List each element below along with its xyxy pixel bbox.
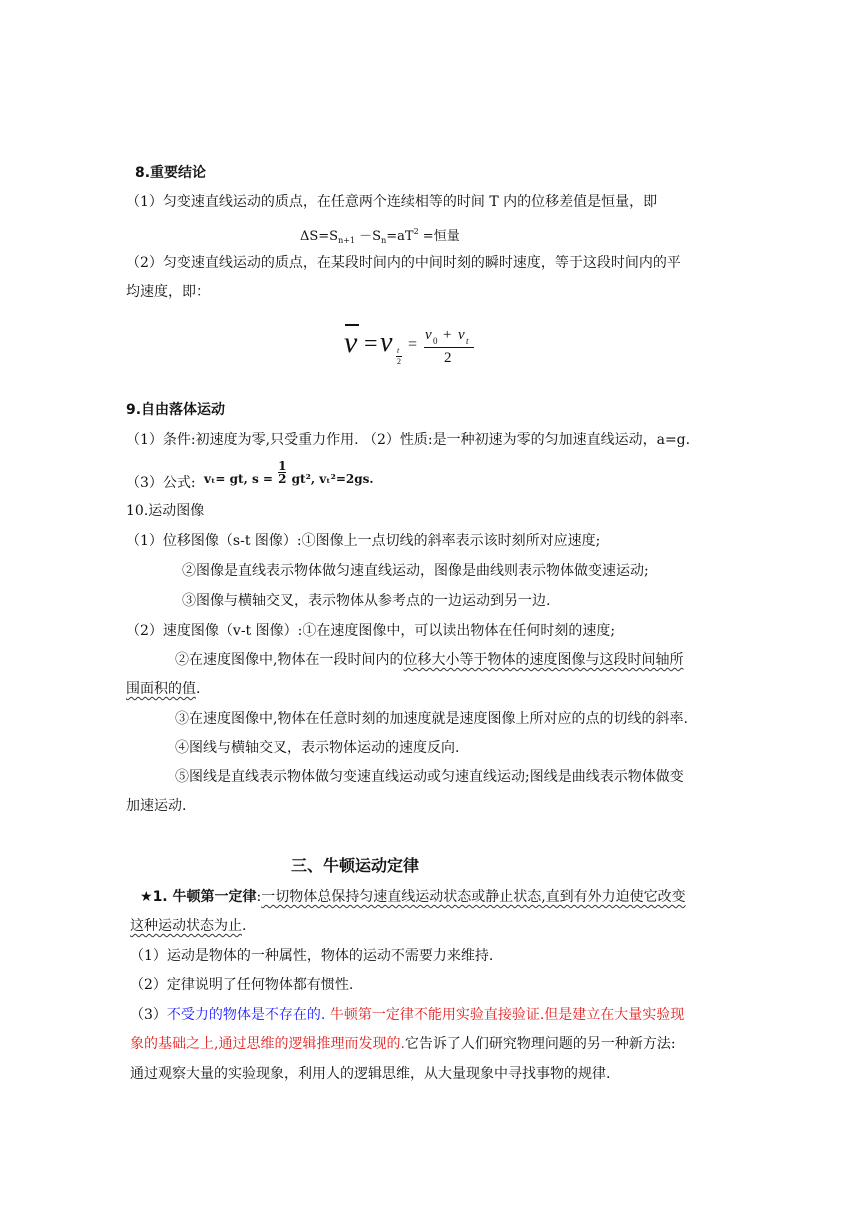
newton-first-law-line-2: 这种运动状态为止. [130,918,247,934]
s10-line-8: ④图线与横轴交叉，表示物体运动的速度反向. [175,740,460,756]
newton-point-2: （2）定律说明了任何物体都有惯性. [130,977,354,993]
average-velocity-formula: v = v t 2 = v 0 + v t 2 [340,322,490,372]
s9-formula-label: （3）公式: [126,475,196,491]
s10-line-4: （2）速度图像（v-t 图像）:①在速度图像中，可以读出物体在任何时刻的速度; [126,623,616,639]
displacement-area-phrase: 位移大小等于物体的速度图像与这段时间轴所 [403,652,684,668]
s10-line-10: 加速运动. [126,798,187,814]
s10-line-9: ⑤图线是直线表示物体做匀变速直线运动或匀速直线运动;图线是曲线表示物体做变 [175,769,684,785]
s10-line-7: ③在速度图像中,物体在任意时刻的加速度就是速度图像上所对应的点的切线的斜率. [175,711,688,727]
newton-point-3-line-3: 通过观察大量的实验现象，利用人的逻辑思维，从大量现象中寻找事物的规律. [130,1066,611,1082]
s8-paragraph-2a: （2）匀变速直线运动的质点，在某段时间内的中间时刻的瞬时速度，等于这段时间内的平 [126,255,681,271]
newton-point-1: （1）运动是物体的一种属性，物体的运动不需要力来维持. [130,948,494,964]
newton-point-3-line-2: 象的基础之上,通过思维的逻辑推理而发现的.它告诉了人们研究物理问题的另一种新方法: [130,1036,676,1052]
s8-paragraph-1: （1）匀变速直线运动的质点，在任意两个连续相等的时间 T 内的位移差值是恒量，即 [126,194,658,210]
star-icon: ★ [140,889,153,905]
newton-first-law-line-1: ★1. 牛顿第一定律:一切物体总保持匀速直线运动状态或静止状态,直到有外力迫使它改变 [140,889,686,905]
s10-line-2: ②图像是直线表示物体做匀速直线运动，图像是曲线则表示物体做变速运动; [182,563,649,579]
s10-line-3: ③图像与横轴交叉，表示物体从参考点的一边运动到另一边. [182,593,551,609]
section-newton-title: 三、牛顿运动定律 [291,856,420,875]
s10-line-6: 围面积的值. [126,681,201,697]
fraction-bar [424,347,474,348]
section-8-heading: 8.重要结论 [135,165,207,181]
s9-paragraph-1: （1）条件:初速度为零,只受重力作用. （2）性质:是一种初速为零的匀加速直线运动，a=g. [126,432,691,448]
newton-point-3-line-1: （3）不受力的物体是不存在的. 牛顿第一定律不能用实验直接验证.但是建立在大量实验现 [130,1007,685,1023]
s8-paragraph-2b: 均速度，即： [126,284,210,300]
s8-equation-delta-s: $\Delta S=S_{n+1} -S_n=aT^2$ =恒量 [300,227,460,245]
section-10-heading: 10.运动图像 [126,503,205,519]
section-9-heading: 9.自由落体运动 [126,402,226,418]
free-fall-formula-image: vₜ= gt, s = $\frac{1}{2}$ gt², vₜ²=2gs. [204,459,374,486]
s10-line-5: ②在速度图像中,物体在一段时间内的位移大小等于物体的速度图像与这段时间轴所 [175,652,684,668]
s10-line-1: （1）位移图像（s-t 图像）:①图像上一点切线的斜率表示该时刻所对应速度; [126,533,601,549]
